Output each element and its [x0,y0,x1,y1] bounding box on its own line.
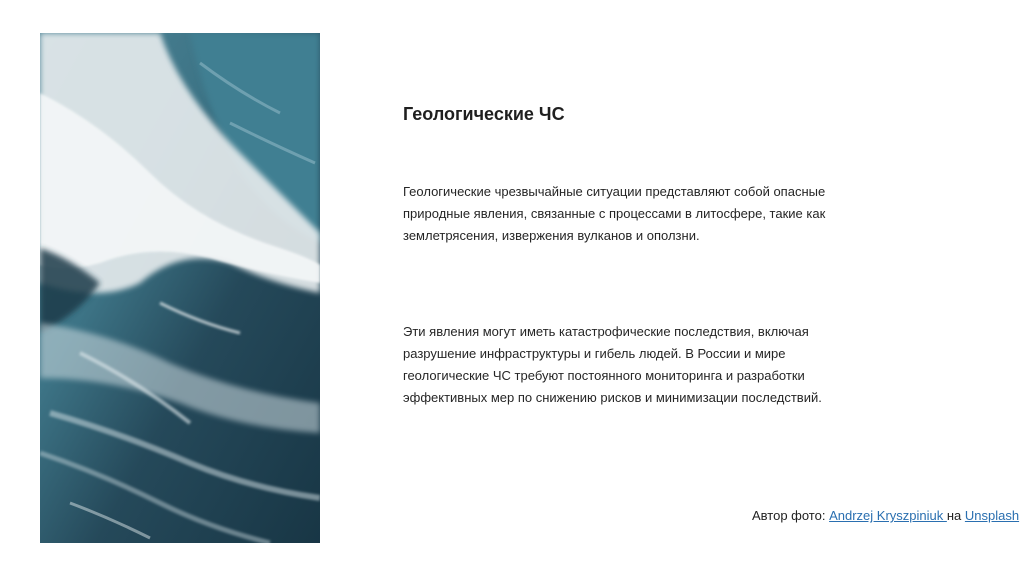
ocean-waves-image [40,33,320,543]
photo-credit [752,508,1019,523]
unsplash-link[interactable]: Unsplash [964,508,1020,523]
author-link[interactable]: Andrzej Kryszpiniuk [829,508,947,523]
credit-prefix: Автор фото: [752,508,830,523]
slide-title: Геологические ЧС [403,104,565,124]
paragraph-consequences: Эти явления могут иметь катастрофические последствия, включая разрушение инфраструктуры и гибель людей. В России и мире геологические ЧС требуют постоянного мониторинга и разработки эффективных мер по снижению рисков и минимизации последствий. [403,324,822,405]
credit-middle: на [946,508,965,523]
paragraph-intro: Геологические чрезвычайные ситуации представляют собой опасные природные явления, связанные с процессами в литосфере, такие как землетрясения, извержения вулканов и оползни. [403,184,826,243]
ocean-waves-photo [40,33,320,543]
